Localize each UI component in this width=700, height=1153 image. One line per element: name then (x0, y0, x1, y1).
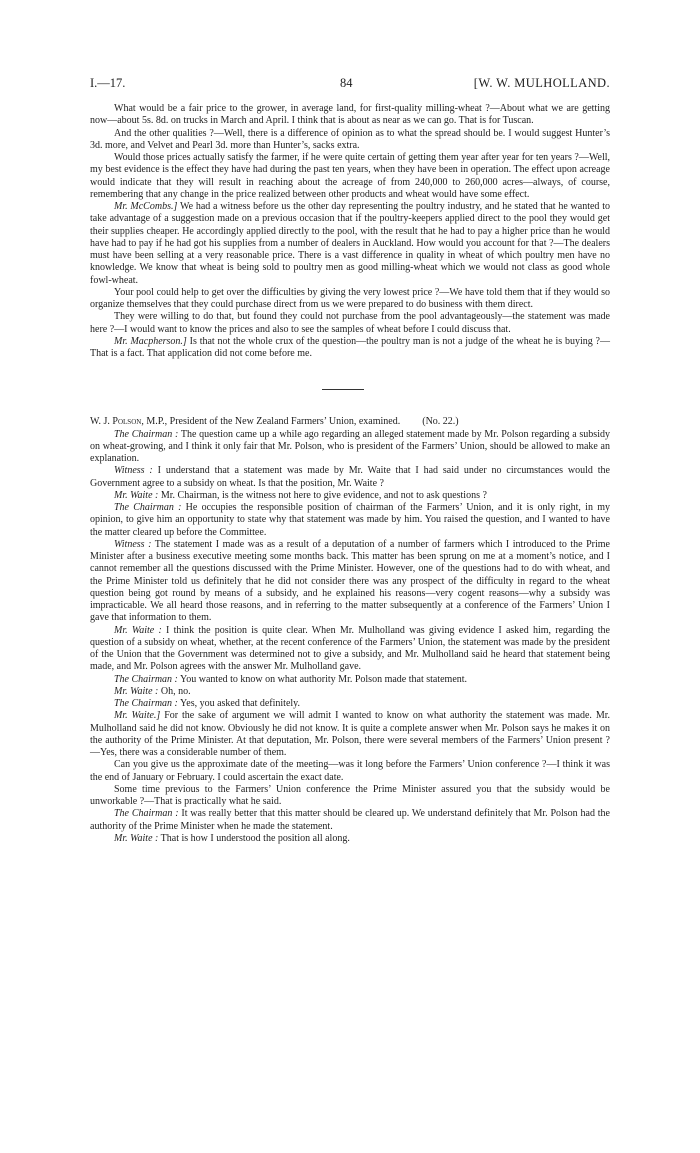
speaker-label: Mr. Waite : (114, 832, 159, 844)
speaker-label: Witness : (114, 465, 153, 477)
paragraph-text: Is that not the whole crux of the question—the poultry man is not a judge of the wheat he is buying ?—That is a fact. That application did not come before me. (90, 335, 610, 359)
speaker-label: Mr. Macpherson.] (114, 335, 187, 347)
paragraph-text: For the sake of argument we will admit I wanted to know on what authority the statement was made. Mr. Mulholland said he did not know. Obviously he did not know. It is quite a complete answer when Mr. Polson says he makes it on the authority of the Prime Minister. At that deputation, Mr. Polson, there were several members of the Farmers’ Union present ?—Yes, there was a considerable number of them. (90, 710, 610, 758)
speaker-label: The Chairman : (114, 502, 182, 513)
paragraph (90, 490, 610, 502)
paragraph (90, 201, 610, 287)
speaker-label: Mr. Waite : (114, 624, 162, 636)
speaker-label: The Chairman : (114, 428, 179, 440)
page-header (90, 76, 610, 92)
speaker-label: Witness : (114, 538, 152, 550)
paragraph-text: He occupies the responsible position of chairman of the Farmers’ Union, and it is only right, in my opinion, to give him an opportunity to state why that statement was made by him. You raised the question, and I wanted to have the matter cleared up before the Committee. (90, 502, 610, 538)
section-divider-area (90, 360, 610, 416)
paragraph (90, 710, 610, 759)
speaker-label: The Chairman : (114, 808, 179, 820)
witness-heading (90, 416, 610, 428)
paragraph (90, 311, 610, 336)
paragraph-text: What would be a fair price to the grower, in average land, for first-quality milling-wheat ?—About what we are getting now—about 5s. 8d. on trucks in March and April. I think that is about as near as we can go. That is for Tuscan. (90, 103, 610, 127)
paragraph-text: Some time previous to the Farmers’ Union conference the Prime Minister assured you that the subsidy would be unworkable ?—That is practically what he said. (90, 783, 610, 807)
paragraph (90, 103, 610, 128)
paragraph-text: I understand that a statement was made by Mr. Waite that I had said under no circumstances would the Government agree to a subsidy on wheat. Is that the position, Mr. Waite ? (90, 465, 610, 489)
speaker-label: Mr. McCombs.] (114, 201, 178, 212)
document-body (90, 103, 610, 845)
paragraph-text: Your pool could help to get over the difficulties by giving the very lowest price ?—We have told them that if they would so organize themselves that they could purchase direct from us we were prepared to do business with them direct. (90, 286, 610, 310)
paragraph-text: Oh, no. (158, 685, 191, 697)
paragraph (90, 833, 610, 845)
paragraph-text: You wanted to know on what authority Mr. Polson made that statement. (177, 673, 468, 685)
speaker-label: The Chairman : (114, 698, 178, 709)
paragraph (90, 686, 610, 698)
paragraph-text: We had a witness before us the other day representing the poultry industry, and he stated that he wanted to take advantage of a suggestion made on a previous occasion that if the poultry-keepers applied direct to the pool they would get their supplies cheaper. He accordingly applied directly to the pool, with the result that he had to pay a higher price than he would have had to pay if he had got his supplies from a number of dealers in Auckland. How would you account for that ?—The dealers must have been selling at a very reasonable price. There is a vast difference in quality in wheat of which poultry men have no knowledge. We know that wheat is being sold to poultry men as good milling-wheat which we would not class as good whole fowl-wheat. (90, 201, 610, 286)
paper-reference: I.—17. (90, 76, 126, 90)
paragraph (90, 287, 610, 312)
paragraph (90, 336, 610, 361)
paragraph (90, 625, 610, 674)
speaker-label: The Chairman : (114, 673, 178, 685)
paragraph (90, 808, 610, 833)
paragraph-text: They were willing to do that, but found they could not purchase from the pool advantageously—the statement was made here ?—I would want to know the prices and also to see the samples of wheat before I could discuss that. (90, 311, 610, 335)
paragraph-text: I think the position is quite clear. When Mr. Mulholland was giving evidence I asked him, regarding the question of a subsidy on wheat, whether, at the recent conference of the Farmers’ Union, the statement was made by the president of the Union that the Government was determined not to give a subsidy, and Mr. Mulholland said he heard that statement being made, and Mr. Polson agrees with the answer Mr. Mulholland gave. (90, 624, 610, 673)
section-divider (322, 389, 364, 390)
paragraph-text: Yes, you asked that definitely. (177, 698, 301, 709)
paragraph-text: The statement I made was as a result of a deputation of a number of farmers which I introduced to the Prime Minister after a business executive meeting some months back. This matter has been sprung on me at a moment’s notice, and I cannot remember all the questions discussed with the Prime Minister. However, one of the questions had to do with wheat, and the Prime Minister told us definitely that he did not consider there was any prospect of the difficulty in regard to the wheat question being got round by means of a subsidy, and he explained his reasons—very cogent reasons—why a subsidy was impracticable. We all heard those reasons, and in referring to the matter subsequently at a conference of the Farmers’ Union I gave that information to them. (90, 538, 611, 624)
paragraph-text: Can you give us the approximate date of the meeting—was it long before the Farmers’ Union conference ?—I think it was the end of January or February. I could ascertain the exact date. (90, 759, 610, 783)
paragraph-text: It was really better that this matter should be cleared up. We understand definitely that Mr. Polson had the authority of the Prime Minister when he made the statement. (90, 808, 610, 832)
paragraph (90, 128, 610, 153)
paragraph (90, 152, 610, 201)
paragraph (90, 465, 610, 490)
paragraph (90, 674, 610, 686)
witness-number: (No. 22.) (422, 416, 459, 428)
paragraph-text: That is how I understood the position all along. (158, 832, 350, 844)
witness-description: , M.P., President of the New Zealand Farmers’ Union, examined. (141, 416, 401, 428)
speaker-label: Mr. Waite.] (114, 710, 161, 722)
witness-name: W. J. Polson (90, 416, 142, 428)
paragraph-text: The question came up a while ago regarding an alleged statement made by Mr. Polson regarding a subsidy on wheat-growing, and I think it only fair that Mr. Polson, who is president of the Farmers’ Union, should be allowed to make an explanation. (90, 428, 610, 464)
paragraph (90, 539, 610, 625)
paragraph (90, 502, 610, 539)
paragraph (90, 429, 610, 466)
paragraph-text: Mr. Chairman, is the witness not here to give evidence, and not to ask questions ? (158, 489, 487, 501)
witness-name-header: [W. W. MULHOLLAND. (473, 76, 610, 90)
speaker-label: Mr. Waite : (114, 489, 159, 501)
speaker-label: Mr. Waite : (114, 685, 159, 697)
paragraph (90, 784, 610, 809)
paragraph (90, 698, 610, 710)
paragraph (90, 759, 610, 784)
page-number: 84 (340, 76, 353, 90)
paragraph-text: Would those prices actually satisfy the farmer, if he were quite certain of getting them year after year for ten years ?—Well, my best evidence is the effect they have had during the past ten years, when they have been in operation. The effect upon acreage would indicate that they will result in reaching about the acreage of from 240,000 to 260,000 acres—always, of course, remembering that any change in the price realized between other products and wheat would have some effect. (90, 152, 610, 200)
paragraph-text: And the other qualities ?—Well, there is a difference of opinion as to what the spread should be. I would suggest Hunter’s 3d. more, and Velvet and Pearl 3d. more than Hunter’s, sacks extra. (90, 127, 610, 151)
